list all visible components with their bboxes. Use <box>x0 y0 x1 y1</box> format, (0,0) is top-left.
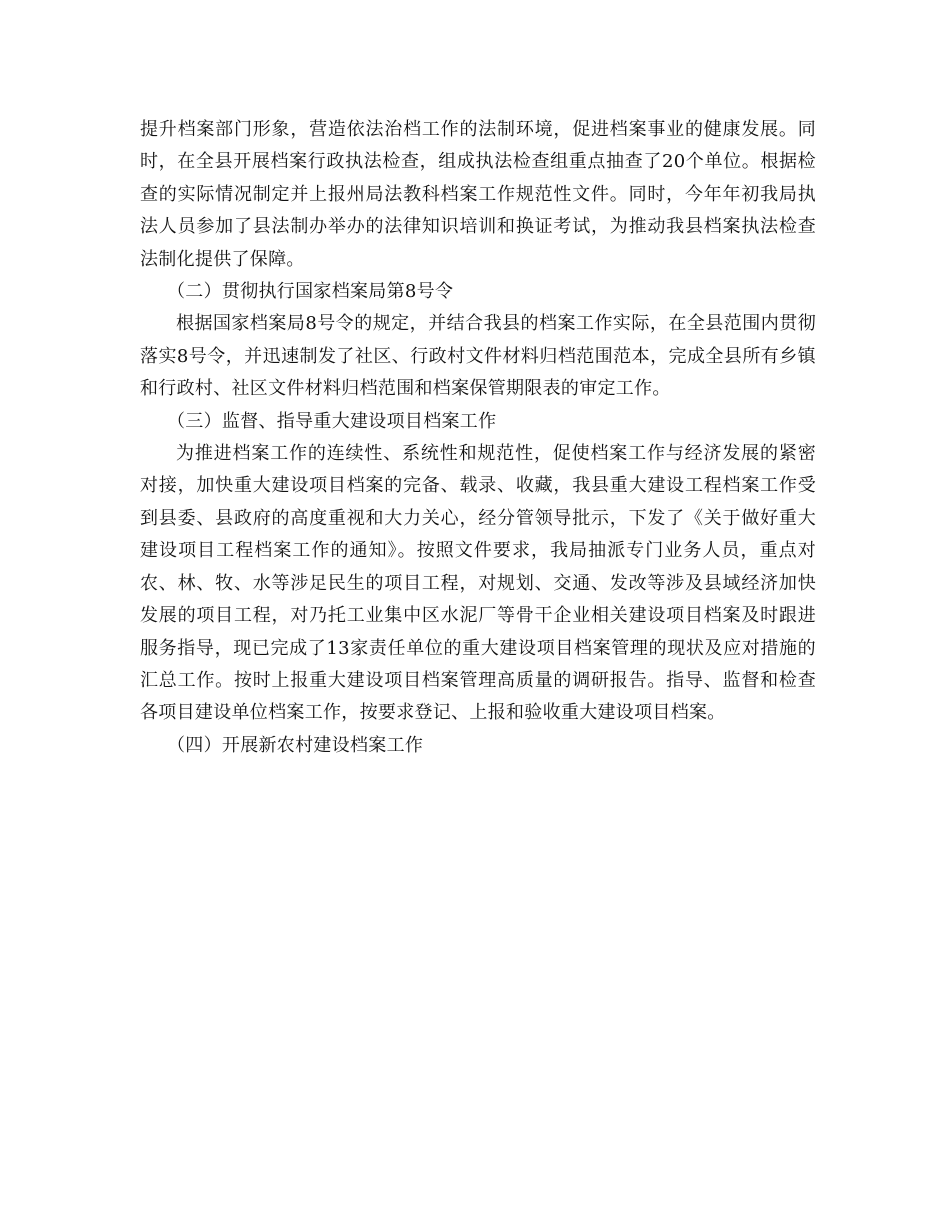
section-heading-major-projects: （三）监督、指导重大建设项目档案工作 <box>167 410 497 432</box>
paragraph-order-8: 根据国家档案局8号令的规定，并结合我县的档案工作实际，在全县范围内贯彻落实8号令，并迅速制发了社区、行政村文件材料归档范围范本，完成全县所有乡镇和行政村、社区文件材料归档范围和档案保管期限表的审定工作。 <box>140 313 816 400</box>
section-heading-new-countryside: （四）开展新农村建设档案工作 <box>167 734 424 756</box>
paragraph-law-enforcement: 提升档案部门形象，营造依法治档工作的法制环境，促进档案事业的健康发展。同时，在全县开展档案行政执法检查，组成执法检查组重点抽查了20个单位。根据检查的实际情况制定并上报州局法教科档案工作规范性文件。同时，今年年初我局执法人员参加了县法制办举办的法律知识培训和换证考试，为推动我县档案执法检查法制化提供了保障。 <box>140 119 816 270</box>
document-body <box>140 114 816 762</box>
section-heading-order-8: （二）贯彻执行国家档案局第8号令 <box>167 281 454 303</box>
paragraph-major-projects: 为推进档案工作的连续性、系统性和规范性，促使档案工作与经济发展的紧密对接，加快重大建设项目档案的完备、载录、收藏，我县重大建设工程档案工作受到县委、县政府的高度重视和大力关心，经分管领导批示，下发了《关于做好重大建设项目工程档案工作的通知》。按照文件要求，我局抽派专门业务人员，重点对农、林、牧、水等涉足民生的项目工程，对规划、交通、发改等涉及县域经济加快发展的项目工程，对乃托工业集中区水泥厂等骨干企业相关建设项目档案及时跟进服务指导，现已完成了13家责任单位的重大建设项目档案管理的现状及应对措施的汇总工作。按时上报重大建设项目档案管理高质量的调研报告。指导、监督和检查各项目建设单位档案工作，按要求登记、上报和验收重大建设项目档案。 <box>140 443 816 724</box>
